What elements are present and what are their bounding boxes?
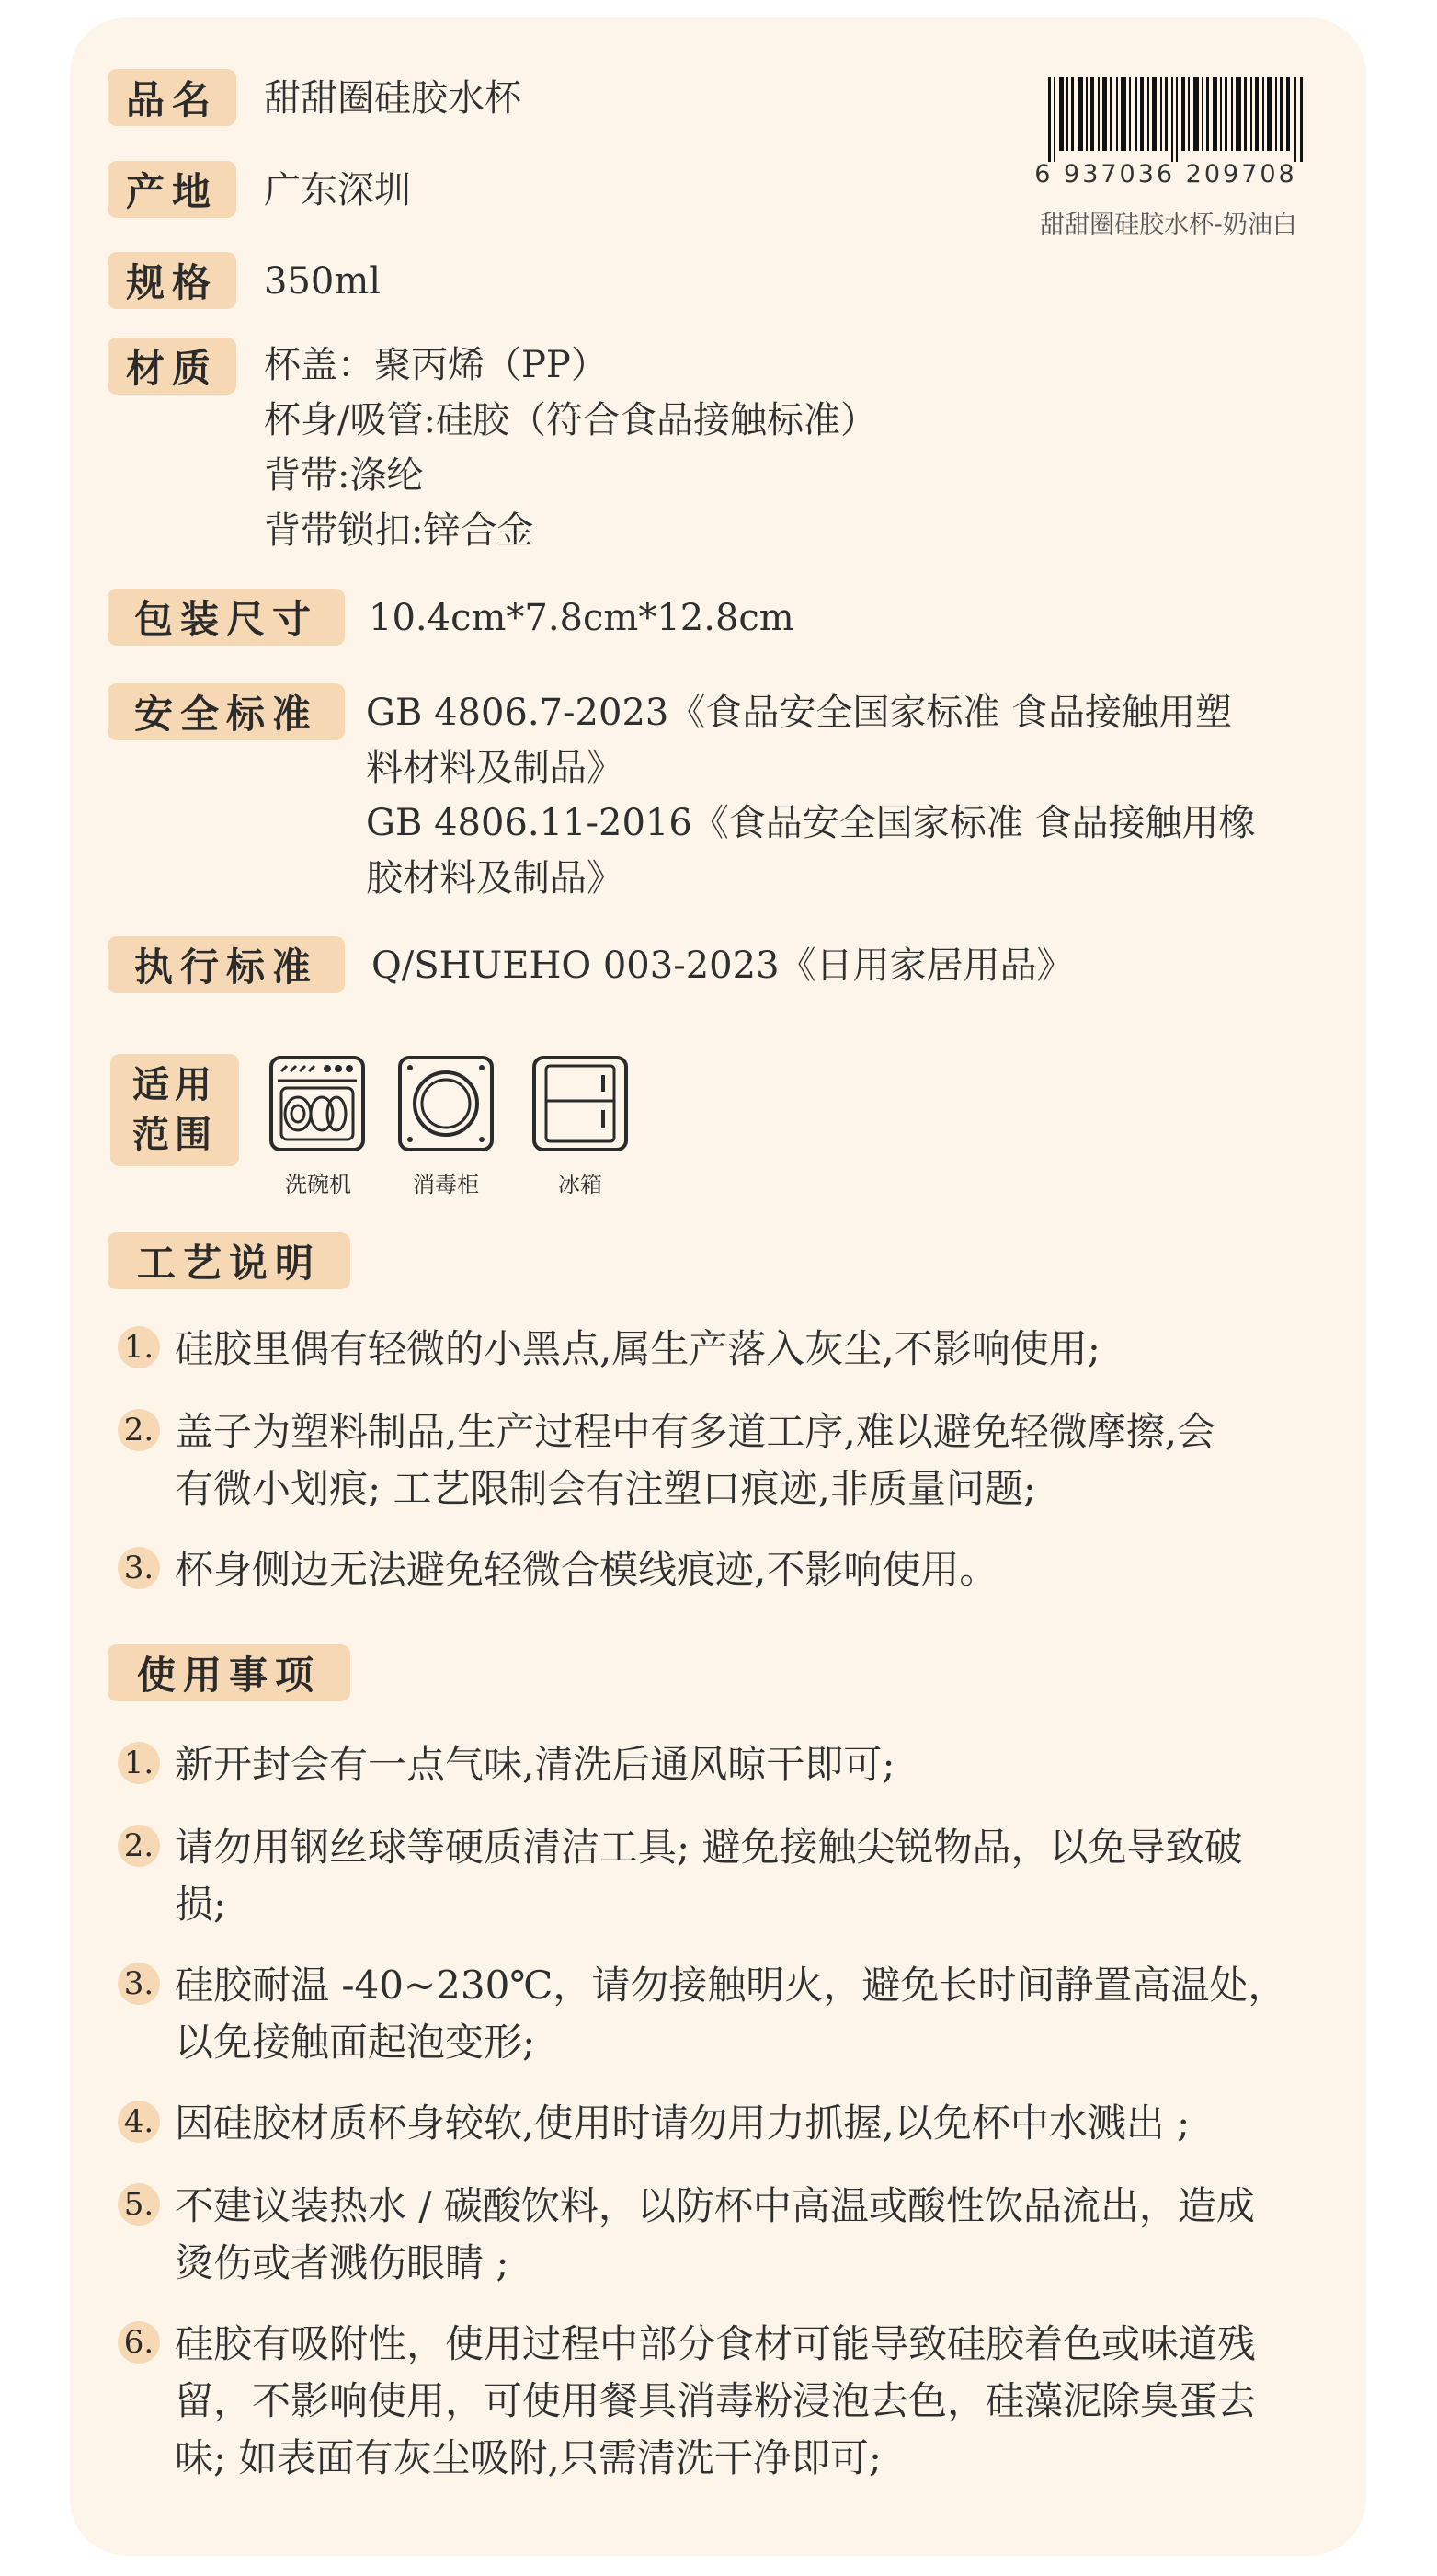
material-tag: 材质	[108, 338, 236, 395]
item-text: 烫伤或者溅伤眼睛 ;	[175, 2240, 509, 2285]
safety-line: 料材料及制品》	[366, 747, 623, 789]
dishwasher-icon	[268, 1055, 366, 1152]
barcode-label: 甜甜圈硅胶水杯-奶油白	[1040, 211, 1297, 239]
item-text: 新开封会有一点气味,清洗后通风晾干即可;	[175, 1742, 895, 1787]
sterilizer-icon	[397, 1055, 495, 1152]
safety-line: GB 4806.7-2023《食品安全国家标准 食品接触用塑	[366, 692, 1233, 734]
item-text: 以免接触面起泡变形;	[175, 2020, 536, 2065]
item-number: 2.	[118, 1825, 160, 1867]
item-number: 6.	[118, 2321, 160, 2364]
item-text: 请勿用钢丝球等硬质清洁工具; 避免接触尖锐物品，以免导致破	[175, 1825, 1243, 1870]
capacity-value: 350ml	[264, 260, 382, 303]
safety-line: GB 4806.11-2016《食品安全国家标准 食品接触用橡	[366, 802, 1256, 844]
package-size-value: 10.4cm*7.8cm*12.8cm	[369, 597, 794, 639]
app-label-dishwasher: 洗碗机	[285, 1172, 351, 1197]
app-label-fridge: 冰箱	[558, 1172, 602, 1197]
item-text: 损;	[175, 1882, 227, 1927]
material-line: 杯盖：聚丙烯（PP）	[264, 344, 608, 386]
item-number: 5.	[118, 2183, 160, 2226]
item-number: 1.	[118, 1326, 160, 1368]
package-size-tag: 包装尺寸	[108, 589, 345, 646]
barcode-number: 6 937036 209708	[1034, 160, 1297, 189]
item-text: 硅胶有吸附性，使用过程中部分食材可能导致硅胶着色或味道残	[175, 2321, 1257, 2366]
material-line: 背带:涤纶	[264, 454, 424, 497]
scope-tag	[110, 1054, 239, 1166]
scope-tag-line: 适用	[132, 1064, 217, 1106]
item-text: 有微小划痕; 工艺限制会有注塑口痕迹,非质量问题;	[175, 1466, 1037, 1511]
item-text: 留，不影响使用，可使用餐具消毒粉浸泡去色，硅藻泥除臭蛋去	[175, 2378, 1257, 2423]
material-line: 背带锁扣:锌合金	[264, 509, 534, 552]
item-text: 因硅胶材质杯身较软,使用时请勿用力抓握,以免杯中水溅出 ;	[175, 2101, 1191, 2146]
item-text: 杯身侧边无法避免轻微合模线痕迹,不影响使用。	[175, 1547, 998, 1592]
fridge-icon	[531, 1055, 629, 1152]
item-number: 2.	[118, 1409, 160, 1451]
item-text: 不建议装热水 / 碳酸饮料，以防杯中高温或酸性饮品流出，造成	[175, 2183, 1255, 2228]
capacity-tag: 规格	[108, 252, 236, 309]
item-number: 4.	[118, 2101, 160, 2143]
usage-title: 使用事项	[108, 1644, 350, 1701]
scope-tag-line: 范围	[132, 1114, 217, 1156]
craft-title: 工艺说明	[108, 1232, 350, 1289]
item-number: 3.	[118, 1963, 160, 2005]
item-text: 硅胶耐温 -40~230℃，请勿接触明火，避免长时间静置高温处，	[175, 1963, 1287, 2008]
item-text: 味; 如表面有灰尘吸附,只需清洗干净即可;	[175, 2435, 883, 2480]
material-line: 杯身/吸管:硅胶（符合食品接触标准）	[264, 399, 877, 441]
name-value: 甜甜圈硅胶水杯	[264, 77, 521, 120]
item-number: 1.	[118, 1742, 160, 1784]
exec-standard-tag: 执行标准	[108, 936, 345, 993]
safety-tag: 安全标准	[108, 683, 345, 740]
item-number: 3.	[118, 1547, 160, 1589]
item-text: 盖子为塑料制品,生产过程中有多道工序,难以避免轻微摩擦,会	[175, 1409, 1216, 1454]
barcode-icon	[1048, 77, 1306, 162]
app-label-sterilizer: 消毒柜	[413, 1172, 479, 1197]
safety-line: 胶材料及制品》	[366, 857, 623, 899]
origin-value: 广东深圳	[264, 169, 411, 212]
origin-tag: 产地	[108, 161, 236, 218]
item-text: 硅胶里偶有轻微的小黑点,属生产落入灰尘,不影响使用;	[175, 1326, 1101, 1371]
name-tag: 品名	[108, 69, 236, 126]
exec-standard-value: Q/SHUEHO 003-2023《日用家居用品》	[371, 945, 1074, 987]
